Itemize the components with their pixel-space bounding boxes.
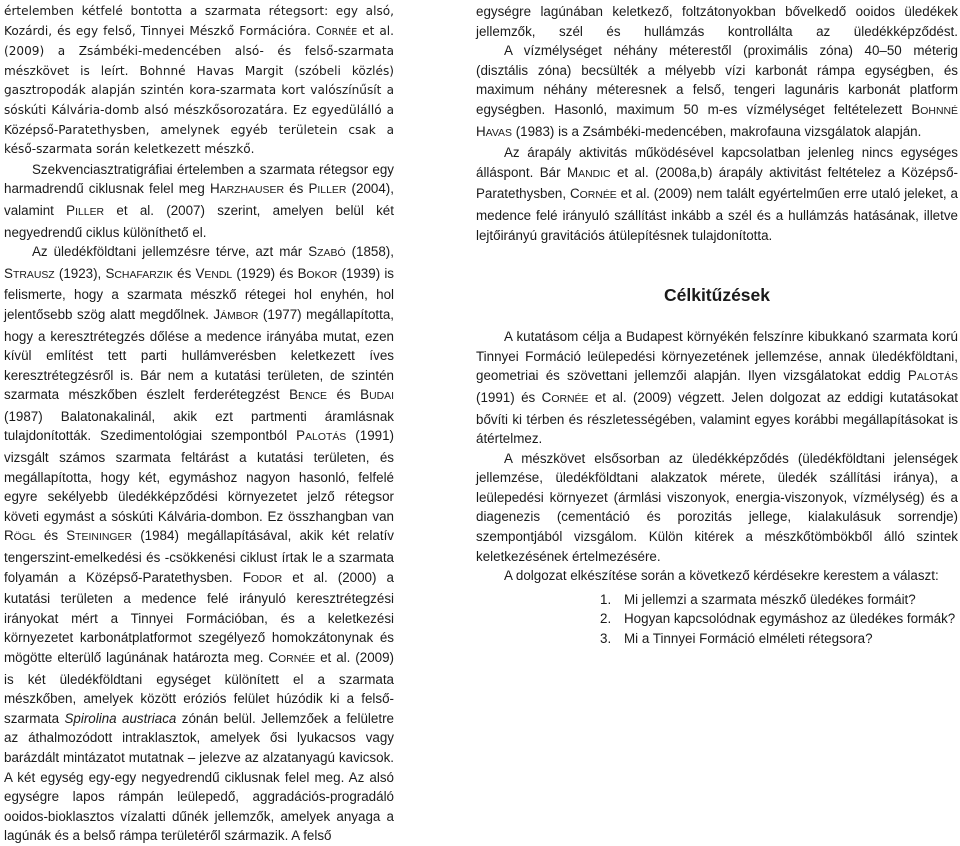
text-run: A mészkövet elsősorban az üledékképződés (üledékföldtani jelenségek jellemzése, üledékföldtani alakzatok mérete, üledék szállítási iránya), a leülepedési környezet (ármlási viszonyok, energia-viszonyok, vízmélység) és a diagenezis (cementáció és porozitás jellege, kialakulásuk sorrendje) szempontjából vizsgálom. Külön kitérek a mészkőtömbökből álló szintek keletkezésének értelmezésére.: [476, 450, 958, 564]
author-name: HARZHAUSER: [209, 181, 284, 197]
paragraph: [476, 143, 958, 245]
author-name: RÖGL: [4, 528, 36, 544]
list-text: Hogyan kapcsolódnak egymáshoz az üledékes formák?: [624, 611, 956, 627]
section-heading: Célkitűzések: [663, 285, 771, 306]
author-name: PALOTÁS: [907, 368, 958, 384]
text-run: és: [284, 181, 309, 197]
list-text: Mi a Tinnyei Formáció elméleti rétegsora?: [624, 631, 873, 647]
list-item: [476, 629, 958, 649]
text-run: et al. (2008a,b) árapály aktivitást feltételez a Középső-Paratethysben,: [476, 164, 958, 202]
text-run: (1977) megállapította, hogy a keresztrétegzés dőlése a medence irányába mutat, ezen kívül említést tett parti hullámverésben keletkezett íves keresztrétegzésről is. Bár nem a kutatási területen, de szintén szarmata mészkőben észlelt ferderétegzést: [4, 306, 394, 403]
list-number: 3.: [600, 631, 612, 647]
author-name: STEININGER: [66, 528, 133, 544]
list-number: 2.: [600, 611, 612, 627]
left-column: [4, 2, 394, 846]
paragraph: [476, 449, 958, 567]
text-run: (1991) és: [476, 389, 542, 405]
text-run: Az árapály aktivitás működésével kapcsolatban jelenleg nincs egységes álláspont. Bár: [476, 145, 958, 180]
text-run: (1987) Balatonakalinál, akik ezt partmenti áramlásnak tulajdonították. Szedimentológiai szempontból: [4, 408, 394, 444]
author-name: BOKOR: [297, 265, 338, 281]
text-run: zónán belül. Jellemzőek a felületre az áthalmozódott intraklasztok, amelyek ősi lyukacsos vagy barázdált mintázatot mutatnak – jelezve az alzatanyagú kavicsok. A két egység egy-egy negyedrendű ciklusnak felel meg. Az alsó egységre lapos rámpán leülepedő, aggradációs-progradáló ooidos-bioklasztos vízalatti dűnék jellemzők, amelyek anyaga a lagúnák és a belső rámpa területéről származik. A felső: [4, 710, 394, 844]
list-item: [476, 609, 958, 629]
text-run: egységre lagúnában keletkező, foltzátonyokban bővelkedő ooidos üledékek jellemzők, szél és hullámzás kontrollálta az üledékképződést.: [476, 4, 958, 39]
author-name: SZABÓ: [308, 244, 346, 260]
text-run: értelemben kétfelé bontotta a szarmata rétegsort: egy alsó, Kozárdi, és egy felső, Tinnyei Mészkő Formációra.: [4, 4, 394, 38]
list-item: [476, 590, 958, 610]
text-run: (1939) is felismerte, hogy a szarmata mészkő rétegei hol enyhén, hol jelentősebb szög alatt megdőlnek.: [4, 265, 394, 322]
author-name: BUDAI: [360, 387, 394, 403]
author-name: STRAUSZ: [4, 265, 55, 281]
author-name: CORNÉE: [541, 389, 589, 405]
author-name: CORNÉE: [268, 650, 316, 665]
text-run: Az üledékföldtani jellemzésre térve, azt már: [32, 244, 309, 260]
author-name: HAVAS: [476, 123, 512, 139]
author-name: FODOR: [242, 569, 283, 585]
text-run: (1991) vizsgált számos szarmata feltárást a kutatási területen, és megállapította, hogy két, egymáshoz nagyon hasonló, felfelé egyre sekélyebb üledékképződési környezetet jelző rétegsor követi egymást a sóskúti Kálvária-dombon. Ez összhangban van: [4, 428, 394, 524]
research-questions-list: [476, 590, 958, 649]
author-name: CORNÉE: [569, 186, 617, 202]
text-run: et al. (2007) szerint, amelyen belül két negyedrendű ciklus különíthető el.: [4, 202, 394, 240]
text-run: et al. (2009) nem talált egyértelműen erre utaló jeleket, a medence felé irányuló szállítást inkább a szél és a hullámzás hatásának, illetve lejtőirányú gravitációs átülepítésnek tulajdonította.: [476, 186, 959, 243]
text-run: A kutatásom célja a Budapest környékén felszínre kibukkanó szarmata korú Tinnyei Formáció leülepedési környezetének jellemzése, annak üledékföldtani, geometriai és szövettani jellemzői alapján. Ilyen vizsgálatokat eddig: [476, 329, 958, 384]
author-name: VENDL: [195, 265, 233, 281]
text-run: (1929) és: [232, 265, 298, 281]
text-run: A vízmélységet néhány méterestől (proximális zóna) 40–50 méterig (disztális zóna) becsülték a mélyebb vízi karbonát rámpa egységben, és maximum néhány méteresnek a felső, tengeri lagunáris karbonát platform egységben. Hasonló, maximum 50 m-es vízmélységet feltételezett: [476, 43, 958, 117]
author-name: SCHAFARZIK: [105, 265, 173, 281]
author-name: CORNÉE: [315, 23, 358, 38]
paragraph: [4, 160, 394, 242]
text-run: és: [172, 265, 196, 281]
text-run: (1984) megállapításával, akik két relatív tengerszint-emelkedési és -csökkenési ciklust írtak le a szarmata folyamán a Középső-Paratethysben.: [4, 528, 394, 585]
author-name: MANDIC: [566, 164, 611, 180]
text-run: A dolgozat elkészítése során a következő kérdésekre kerestem a választ:: [504, 568, 939, 584]
text-run: (2004), valamint: [4, 181, 394, 218]
paragraph: [4, 242, 394, 846]
text-run: et al. (2009) a Zsámbéki-medencében alsó- és felső-szarmata mészkövet is leírt. Bohnné Havas Margit (szóbeli közlés) gasztropodák alapján szintén kora-szarmata kort valószínűsít a sóskúti Kálvária-domb alsó mészkősorozatára. Ez egyedülálló a Középső-Paratethysben, amelynek egyéb területein csak a késő-szarmata során keletkezett mészkő.: [4, 23, 394, 157]
text-run: (1983) is a Zsámbéki-medencében, makrofauna vizsgálatok alapján.: [511, 123, 922, 139]
author-name: PALOTÁS: [296, 428, 347, 444]
list-text: Mi jellemzi a szarmata mészkő üledékes formáit?: [624, 591, 916, 607]
text-run: (1923),: [54, 265, 106, 281]
right-column: [476, 2, 958, 649]
author-name: BOHNNÉ: [911, 101, 958, 117]
text-run: et al. (2009) is két üledékföldtani egységet különített el a szarmata mészkőben, amelyek között eróziós felület húzódik ki a felső-szarmata: [4, 650, 394, 726]
paragraph: [476, 2, 958, 41]
author-name: BENCE: [289, 387, 327, 403]
text-run: et al. (2000) a kutatási területen a medence felé irányuló keresztrétegzési irányokat mért a Tinnyei Formációban, és a keletkezési környezetet karbonátplatformot szegélyező homokzátonynak és mögötte elterülő lagúnának határozta meg.: [4, 569, 394, 665]
text-run: Szekvenciasztratigráfiai értelemben a szarmata rétegsor egy harmadrendű ciklusnak felel meg: [4, 161, 394, 197]
paragraph: [476, 327, 958, 449]
paragraph: [476, 41, 958, 143]
text-run: et al. (2009) végzett. Jelen dolgozat az eddigi kutatásokat bővíti ki térben és részletességében, valamint egyes korábbi megállapításokat is átértelmez.: [476, 389, 958, 447]
list-number: 1.: [600, 591, 612, 607]
text-run: és: [35, 528, 67, 544]
author-name: PILLER: [308, 181, 347, 197]
paragraph: [4, 2, 394, 160]
taxon-name: Spirolina austriaca: [64, 710, 177, 726]
text-run: és: [327, 387, 361, 403]
paragraph: [476, 566, 958, 586]
author-name: JÁMBOR: [213, 306, 259, 322]
author-name: PILLER: [66, 202, 105, 218]
text-run: (1858),: [345, 244, 394, 260]
right-column-top: [476, 2, 958, 245]
right-column-bottom: [476, 327, 958, 586]
